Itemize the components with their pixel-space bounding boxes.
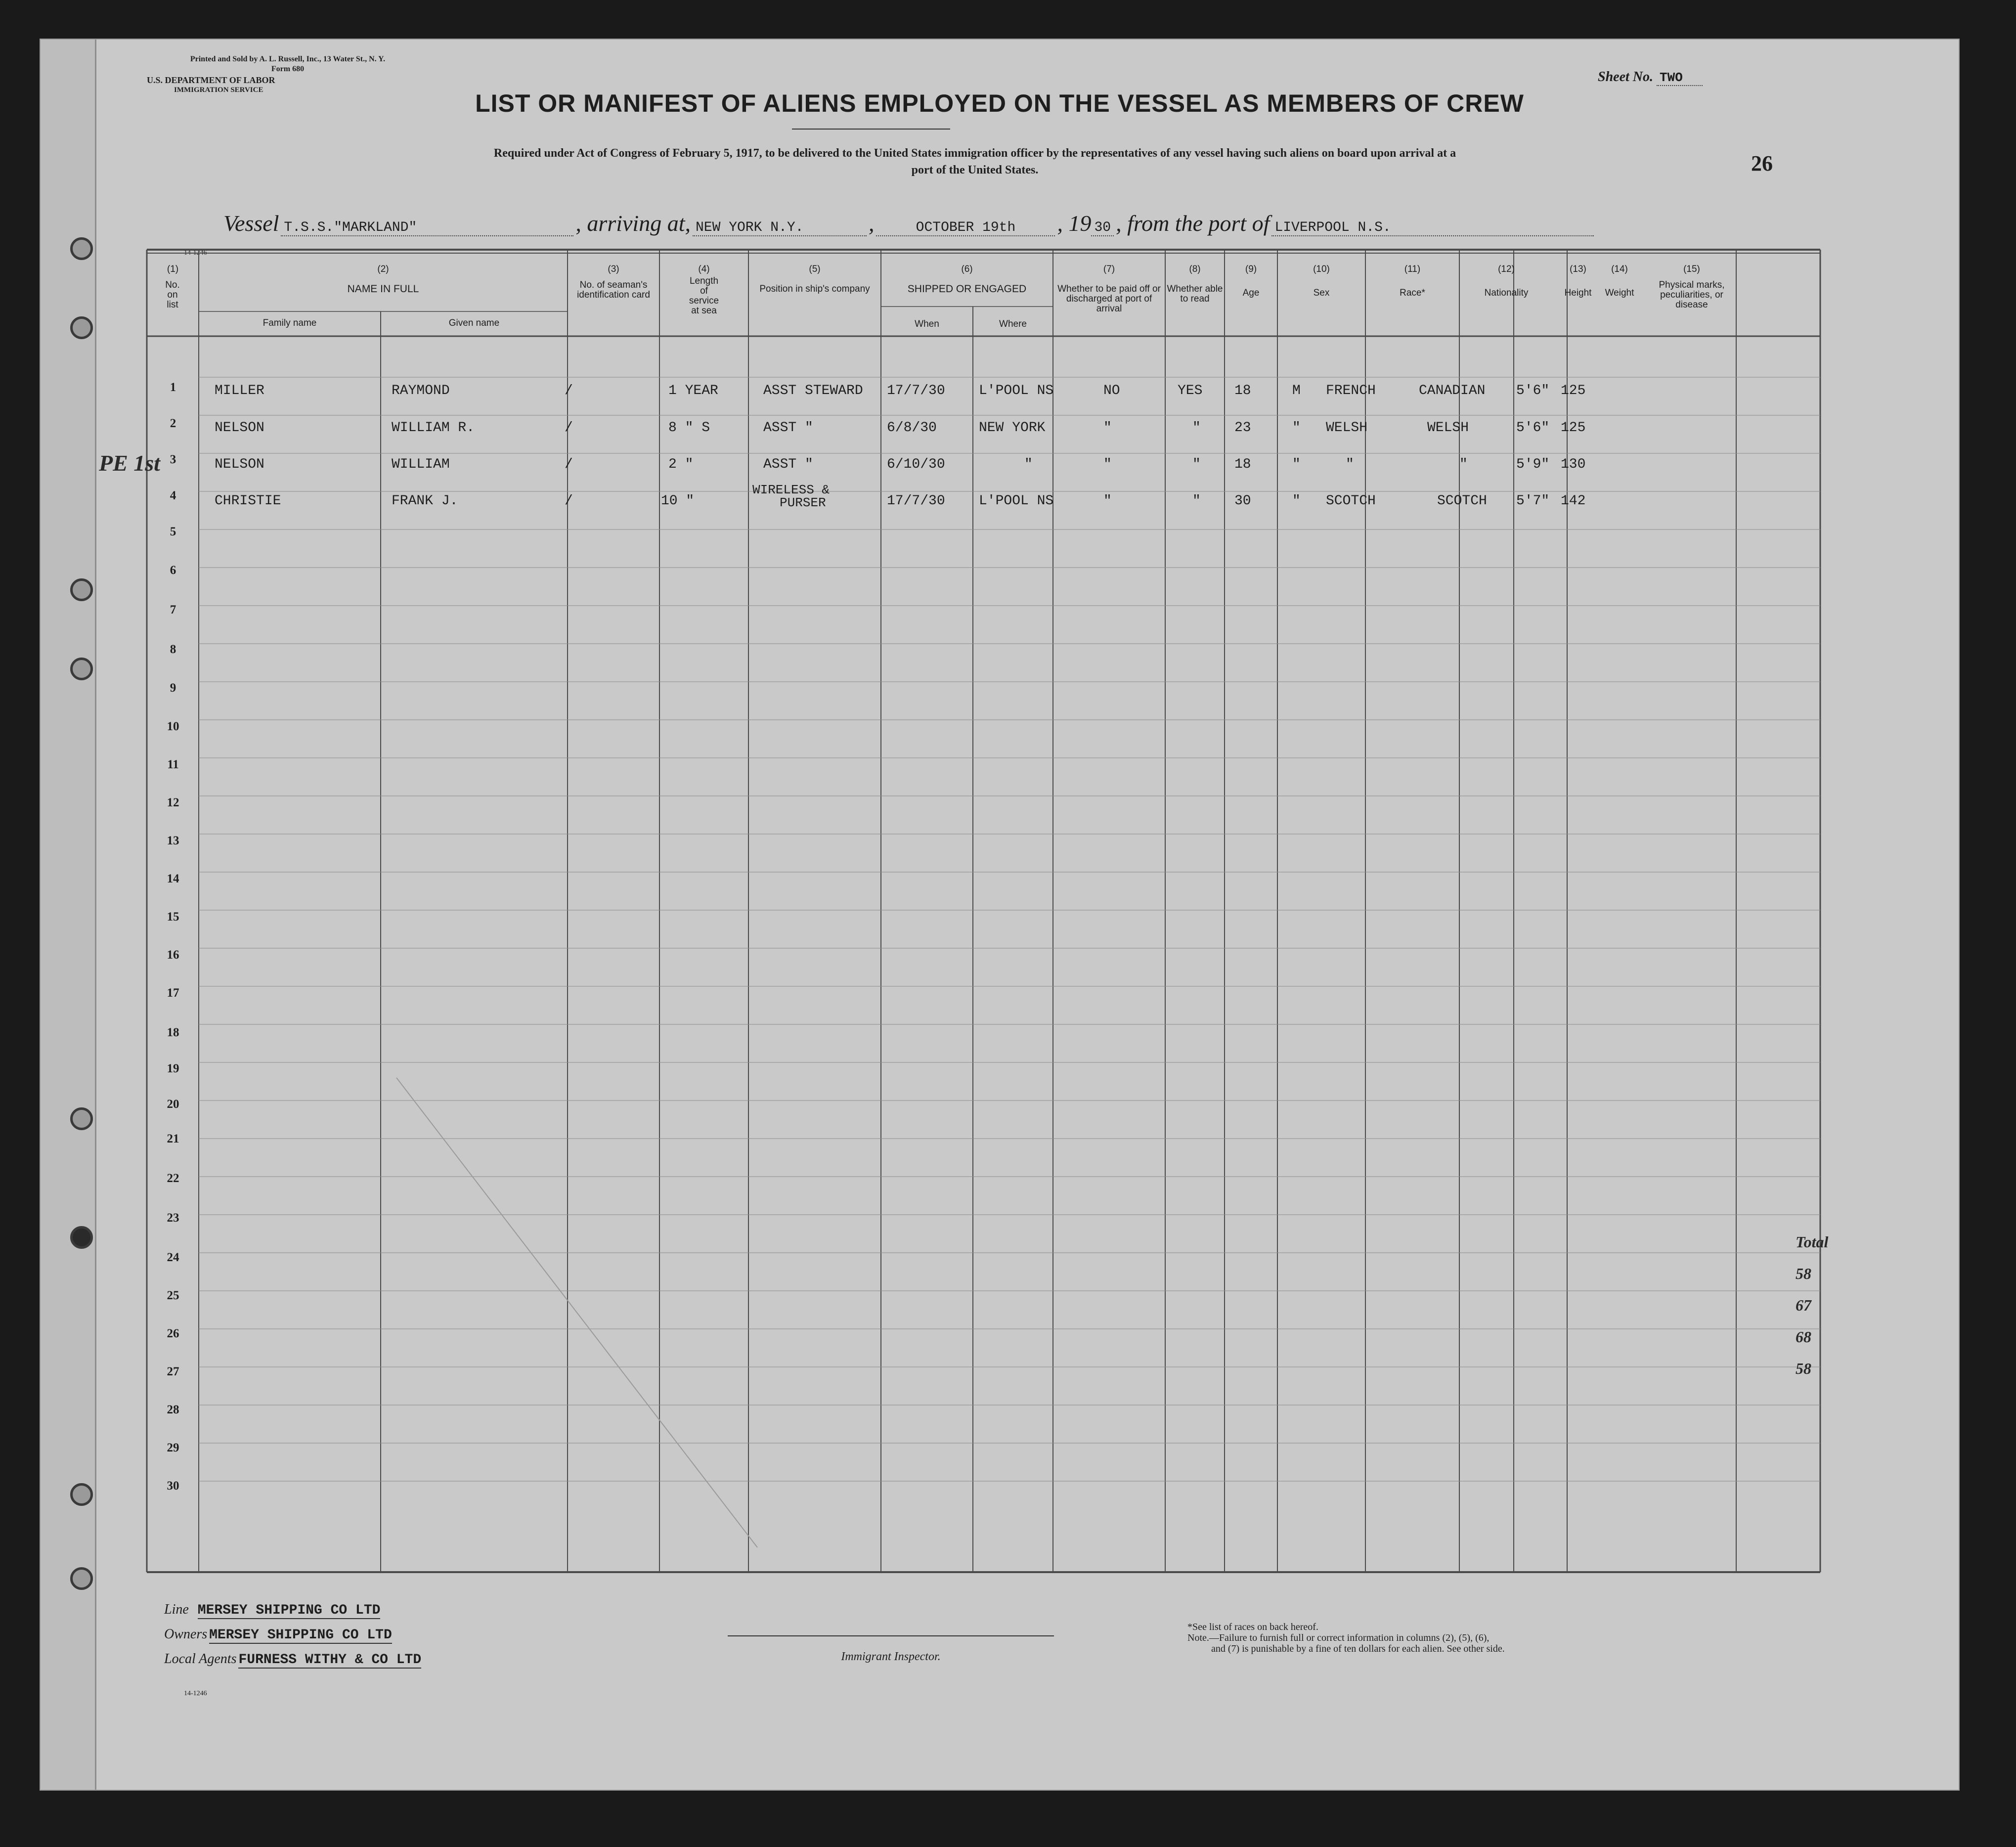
tally-value: 58	[1796, 1265, 1811, 1282]
col-number: (11)	[1404, 264, 1421, 274]
col-11-header	[1365, 264, 1459, 298]
shipped-when: 17/7/30	[887, 383, 945, 398]
col-1-header	[147, 264, 199, 310]
sex: "	[1292, 457, 1301, 472]
table-row	[41, 483, 1959, 523]
position: ASST "	[763, 420, 813, 436]
nationality: CANADIAN	[1419, 383, 1486, 398]
col-title: No. of seaman's identification card	[577, 280, 650, 300]
where-header: Where	[999, 319, 1027, 329]
agents-value: FURNESS WITHY & CO LTD	[238, 1652, 422, 1668]
note-penalty-cont: and (7) is punishable by a fine of ten dollars for each alien. See other side.	[1211, 1643, 1505, 1654]
vessel-label: Vessel	[223, 211, 279, 236]
table-row	[41, 457, 1959, 477]
col-number: (5)	[809, 264, 821, 274]
row-number: 20	[167, 1098, 179, 1111]
paid-off: "	[1103, 420, 1112, 436]
departure-port: LIVERPOOL N.S.	[1271, 220, 1594, 236]
id-card-number: /	[565, 383, 573, 398]
given-name: RAYMOND	[392, 383, 450, 398]
race: SCOTCH	[1326, 493, 1376, 509]
page-title: LIST OR MANIFEST OF ALIENS EMPLOYED ON THE VESSEL AS MEMBERS OF CREW	[475, 89, 1524, 117]
row-number: 17	[167, 986, 179, 1000]
age: 30	[1234, 493, 1251, 509]
race: FRENCH	[1326, 383, 1376, 398]
col-title: Physical marks, peculiarities, or disease	[1659, 280, 1725, 310]
row-number: 4	[170, 489, 176, 502]
col-title: Whether to be paid off or discharged at port of arrival	[1057, 284, 1161, 314]
arrival-date: OCTOBER 19th	[876, 220, 1055, 236]
length-of-service: 10 "	[661, 493, 695, 509]
position: ASST STEWARD	[763, 383, 863, 398]
vessel-name: T.S.S."MARKLAND"	[281, 220, 573, 236]
col-title: NAME IN FULL	[347, 283, 419, 295]
weight: 125	[1561, 420, 1586, 436]
row-number: 18	[167, 1026, 179, 1039]
col-number: (8)	[1189, 264, 1201, 274]
subtitle-line-1: Required under Act of Congress of February 5, 1917, to be delivered to the United States immigration officer by the representatives of any vessel having such aliens on board upon arrival at a	[493, 147, 1456, 160]
col-14-header	[1593, 264, 1646, 298]
row-number: 10	[167, 720, 179, 733]
race: WELSH	[1326, 420, 1368, 436]
row-number: 12	[167, 796, 179, 809]
paid-off: NO	[1103, 383, 1120, 398]
col-6-header	[881, 264, 1053, 294]
id-card-number: /	[565, 420, 573, 436]
row-number: 14	[167, 872, 179, 885]
note-penalty: Note.—Failure to furnish full or correct information in columns (2), (5), (6),	[1187, 1632, 1490, 1643]
col-title: Whether able to read	[1167, 284, 1223, 304]
line-label: Line	[164, 1602, 189, 1617]
col-4-header	[659, 264, 748, 316]
row-number: 28	[167, 1403, 179, 1416]
shipped-when: 17/7/30	[887, 493, 945, 509]
side-tally	[1796, 1226, 1828, 1384]
able-to-read: "	[1192, 493, 1201, 509]
given-name: WILLIAM	[392, 457, 450, 472]
row-number: 9	[170, 681, 176, 695]
row-number: 23	[167, 1211, 179, 1225]
shipped-where: L'POOL NS	[979, 493, 1054, 509]
owners-value: MERSEY SHIPPING CO LTD	[209, 1627, 392, 1643]
row-number: 5	[170, 525, 176, 538]
height: 5'7"	[1516, 493, 1550, 509]
age: 23	[1234, 420, 1251, 436]
col-15-header	[1647, 264, 1736, 310]
family-name: NELSON	[215, 420, 264, 436]
col-number: (13)	[1570, 264, 1586, 274]
id-card-number: /	[565, 457, 573, 472]
service-name: IMMIGRATION SERVICE	[174, 86, 263, 94]
margin-annotation: PE 1st	[99, 450, 160, 476]
footer-agents	[164, 1651, 421, 1668]
given-name: WILLIAM R.	[392, 420, 475, 436]
col-5-header	[748, 264, 881, 294]
vessel-line: Vessel T.S.S."MARKLAND" , arriving at, NEW YORK N.Y. , OCTOBER 19th , 19 30 , from the port of LIVERPOOL N.S.	[223, 210, 1594, 236]
paid-off: "	[1103, 457, 1112, 472]
family-name: CHRISTIE	[215, 493, 281, 509]
tally-label: Total	[1796, 1233, 1829, 1251]
col-12-header	[1459, 264, 1553, 298]
height: 5'9"	[1516, 457, 1550, 472]
length-of-service: 2 "	[668, 457, 694, 472]
able-to-read: "	[1192, 457, 1201, 472]
given-name: FRANK J.	[392, 493, 458, 509]
col-7-header	[1053, 264, 1165, 314]
col-number: (9)	[1245, 264, 1257, 274]
row-number: 15	[167, 910, 179, 924]
department-name: U.S. DEPARTMENT OF LABOR	[147, 75, 275, 85]
form-stamp: 14-1246	[184, 249, 207, 257]
sex: "	[1292, 420, 1301, 436]
row-number: 24	[167, 1251, 179, 1264]
length-of-service: 8 " S	[668, 420, 710, 436]
row-number: 11	[167, 758, 179, 771]
row-number: 19	[167, 1062, 179, 1075]
table-row	[41, 383, 1959, 403]
weight: 142	[1561, 493, 1586, 509]
col-title: Length of service at sea	[689, 276, 719, 316]
row-number: 22	[167, 1172, 179, 1185]
agents-label: Local Agents	[164, 1651, 237, 1667]
height: 5'6"	[1516, 383, 1550, 398]
id-card-number: /	[565, 493, 573, 509]
col-title: Position in ship's company	[759, 284, 870, 294]
row-number: 26	[167, 1327, 179, 1340]
position: ASST "	[763, 457, 813, 472]
col-title: Height	[1564, 288, 1592, 298]
paid-off: "	[1103, 493, 1112, 509]
length-of-service: 1 YEAR	[668, 383, 718, 398]
col-number: (10)	[1313, 264, 1330, 274]
col-8-header	[1165, 264, 1225, 304]
sex: "	[1292, 493, 1301, 509]
port-label: , from the port of	[1116, 211, 1270, 236]
sheet-value: TWO	[1657, 70, 1703, 86]
when-header: When	[915, 319, 939, 329]
col-title: No. on list	[165, 280, 180, 310]
sex: M	[1292, 383, 1301, 398]
table-row	[41, 420, 1959, 440]
col-number: (12)	[1498, 264, 1515, 274]
shipped-when: 6/10/30	[887, 457, 945, 472]
tally-value: 58	[1796, 1360, 1811, 1377]
year-suffix: 30	[1091, 220, 1114, 236]
age: 18	[1234, 457, 1251, 472]
family-name-header: Family name	[263, 318, 317, 328]
col-2-header	[199, 264, 568, 294]
shipped-where: NEW YORK	[979, 420, 1046, 436]
row-number: 3	[170, 453, 176, 466]
col-number: (1)	[167, 264, 179, 274]
col-title: Sex	[1313, 288, 1330, 298]
able-to-read: "	[1192, 420, 1201, 436]
col-title: Weight	[1605, 288, 1634, 298]
col-number: (15)	[1683, 264, 1700, 274]
tally-value: 67	[1796, 1296, 1811, 1314]
col-number: (6)	[961, 264, 973, 274]
footer-form-code: 14-1246	[184, 1690, 207, 1697]
row-number: 29	[167, 1441, 179, 1454]
line-value: MERSEY SHIPPING CO LTD	[197, 1603, 381, 1618]
row-number: 6	[170, 564, 176, 577]
row-number: 16	[167, 948, 179, 962]
height: 5'6"	[1516, 420, 1550, 436]
col-3-header	[568, 264, 659, 300]
owners-label: Owners	[164, 1627, 208, 1642]
shipped-when: 6/8/30	[887, 420, 937, 436]
nationality: SCOTCH	[1437, 493, 1487, 509]
given-name-header: Given name	[448, 318, 500, 328]
weight: 130	[1561, 457, 1586, 472]
arrival-port: NEW YORK N.Y.	[693, 220, 867, 236]
family-name: MILLER	[215, 383, 264, 398]
form-number: Form 680	[271, 65, 305, 73]
nationality: WELSH	[1427, 420, 1469, 436]
inspector-label: Immigrant Inspector.	[841, 1650, 941, 1663]
tally-value: 68	[1796, 1328, 1811, 1346]
inspector-signature-line	[728, 1635, 1054, 1636]
col-title: Nationality	[1484, 288, 1529, 298]
col-number: (2)	[377, 264, 389, 274]
col-10-header	[1277, 264, 1365, 298]
nationality: "	[1459, 457, 1468, 472]
row-number: 1	[170, 381, 176, 394]
col-number: (7)	[1103, 264, 1115, 274]
pencil-mark	[396, 1078, 757, 1547]
col-number: (3)	[608, 264, 619, 274]
manifest-page	[40, 39, 1960, 1791]
row-number: 27	[167, 1365, 179, 1378]
page-number: 26	[1751, 151, 1773, 176]
shipped-where: L'POOL NS	[979, 383, 1054, 398]
col-number: (14)	[1611, 264, 1628, 274]
footer-notes	[1187, 1622, 1505, 1654]
printer-line: Printed and Sold by A. L. Russell, Inc., 13 Water St., N. Y.	[190, 55, 386, 63]
footer-line	[164, 1602, 380, 1618]
weight: 125	[1561, 383, 1586, 398]
arriving-label: , arriving at,	[575, 211, 691, 236]
col-title: Age	[1242, 288, 1260, 298]
year-prefix: , 19	[1057, 211, 1092, 236]
family-name: NELSON	[215, 457, 264, 472]
age: 18	[1234, 383, 1251, 398]
shipped-where: "	[1024, 457, 1033, 472]
row-number: 8	[170, 643, 176, 656]
subtitle-line-2: port of the United States.	[911, 164, 1039, 176]
col-title: Race*	[1400, 288, 1425, 298]
row-number: 30	[167, 1479, 179, 1493]
note-races: *See list of races on back hereof.	[1187, 1622, 1318, 1632]
row-number: 25	[167, 1289, 179, 1302]
row-number: 2	[170, 417, 176, 430]
position: WIRELESS &	[752, 483, 830, 497]
col-number: (4)	[698, 264, 710, 274]
row-number: 13	[167, 834, 179, 847]
footer-owners	[164, 1627, 392, 1643]
position-line-2: PURSER	[780, 495, 826, 510]
race: "	[1346, 457, 1354, 472]
row-number: 7	[170, 603, 176, 616]
sheet-label: Sheet No.	[1598, 69, 1653, 85]
able-to-read: YES	[1178, 383, 1203, 398]
col-9-header	[1225, 264, 1277, 298]
col-title: SHIPPED OR ENGAGED	[907, 283, 1027, 295]
row-number: 21	[167, 1132, 179, 1145]
